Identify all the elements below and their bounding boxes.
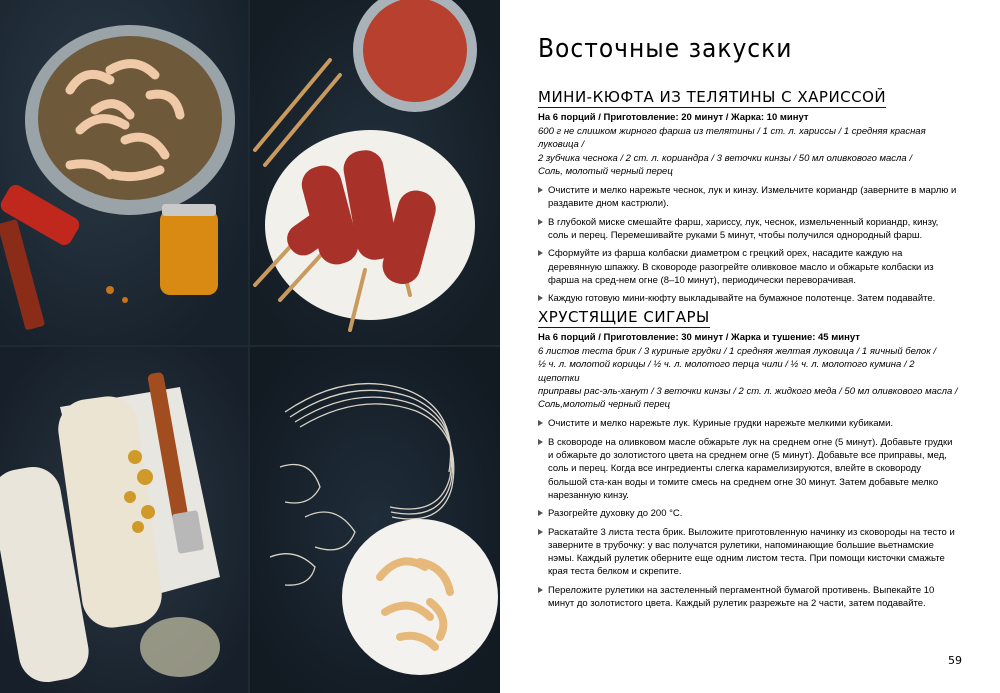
ingredients-line: Соль,молотый черный перец: [538, 399, 671, 411]
recipe-title: МИНИ-КЮФТА ИЗ ТЕЛЯТИНЫ С ХАРИССОЙ: [538, 88, 887, 106]
step: Раскатайте 3 листа теста брик. Выложите приготовленную начинку из сковороды на тесто и заверните в трубочку: у вас получатся рулетики, напоминающие большие вьетнамские нэмы. Каждый рулетик оберните еще одним листом теста. При помощи кисточки смажьте края теста белком и скрепите.: [538, 526, 958, 579]
step: Очистите и мелко нарежьте чеснок, лук и кинзу. Измельчите кориандр (заверните в марлю и раздавите дном кастрюли).: [538, 184, 958, 211]
ingredients-line: 600 г не слишком жирного фарша из телятины / 1 ст. л. хариссы / 1 средняя красная луковица /: [538, 126, 926, 151]
recipe-cigars: [538, 308, 958, 615]
steps-list: [538, 184, 958, 305]
ingredients-line: приправы рас-эль-ханут / 3 веточки кинзы / 2 ст. л. жидкого меда / 50 мл оливкового масла /: [538, 385, 958, 397]
page-title: Восточные закуски: [538, 34, 793, 64]
brick-pastry-rolls-photo: [0, 347, 248, 693]
recipe-meta: На 6 порций / Приготовление: 30 минут / Жарка и тушение: 45 минут: [538, 332, 860, 343]
kataifi-shrimp-photo: [250, 347, 500, 693]
ingredients-line: 6 листов теста брик / 3 куриные грудки / 1 средняя желтая луковица / 1 яичный белок /: [538, 346, 936, 357]
step: Каждую готовую мини-кюфту выкладывайте на бумажное полотенце. Затем подавайте.: [538, 292, 958, 305]
steps-list: [538, 417, 958, 610]
step: В глубокой миске смешайте фарш, хариссу, лук, чеснок, измельченный кориандр, кинзу, соль и перец. Перемешивайте руками 5 минут, чтобы получился однородный фарш.: [538, 216, 958, 243]
ingredients-line: 2 зубчика чеснока / 2 ст. л. кориандра / 3 веточки кинзы / 50 мл оливкового масла /: [538, 152, 912, 164]
kofta-skewers-photo: [250, 0, 500, 345]
page-number: 59: [948, 654, 962, 667]
step: Очистите и мелко нарежьте лук. Куриные грудки нарежьте мелкими кубиками.: [538, 417, 958, 430]
ingredients: [538, 125, 958, 178]
shrimp-bowl-photo: [0, 0, 248, 345]
step: В сковороде на оливковом масле обжарьте лук на среднем огне (5 минут). Добавьте грудки и обжарьте до золотистого цвета на среднем огне (5 минут). Добавьте все приправы, мед, соль и перец. Когда все ингредиенты слегка карамелизируются, влейте в сковороду большой ста-кан воды и томите смесь на среднем огне 30 минут. Затем добавьте мелко нарезанную кинзу.: [538, 436, 958, 502]
ingredients-line: ½ ч. л. молотой корицы / ½ ч. л. молотого перца чили / ½ ч. л. молотого кумина / 2 щепотки: [538, 359, 915, 384]
ingredients-line: Соль, молотый черный перец: [538, 165, 673, 177]
step: Разогрейте духовку до 200 °C.: [538, 507, 958, 520]
ingredients: [538, 345, 958, 411]
recipe-title: ХРУСТЯЩИЕ СИГАРЫ: [538, 308, 710, 326]
recipe-meta: На 6 порций / Приготовление: 20 минут / Жарка: 10 минут: [538, 112, 809, 123]
step: Сформуйте из фарша колбаски диаметром с грецкий орех, насадите каждую на деревянную шпажку. В сковороде разогрейте оливковое масло и обжарьте колбаски из фарша на сред-нем огне (8–10 минут), периодически переворачивая.: [538, 247, 958, 287]
recipe-kofta: [538, 88, 958, 311]
step: Переложите рулетики на застеленный пергаментной бумагой противень. Выпекайте 10 минут до золотистого цвета. Каждый рулетик разрежьте на 2 части, затем подавайте.: [538, 584, 958, 611]
